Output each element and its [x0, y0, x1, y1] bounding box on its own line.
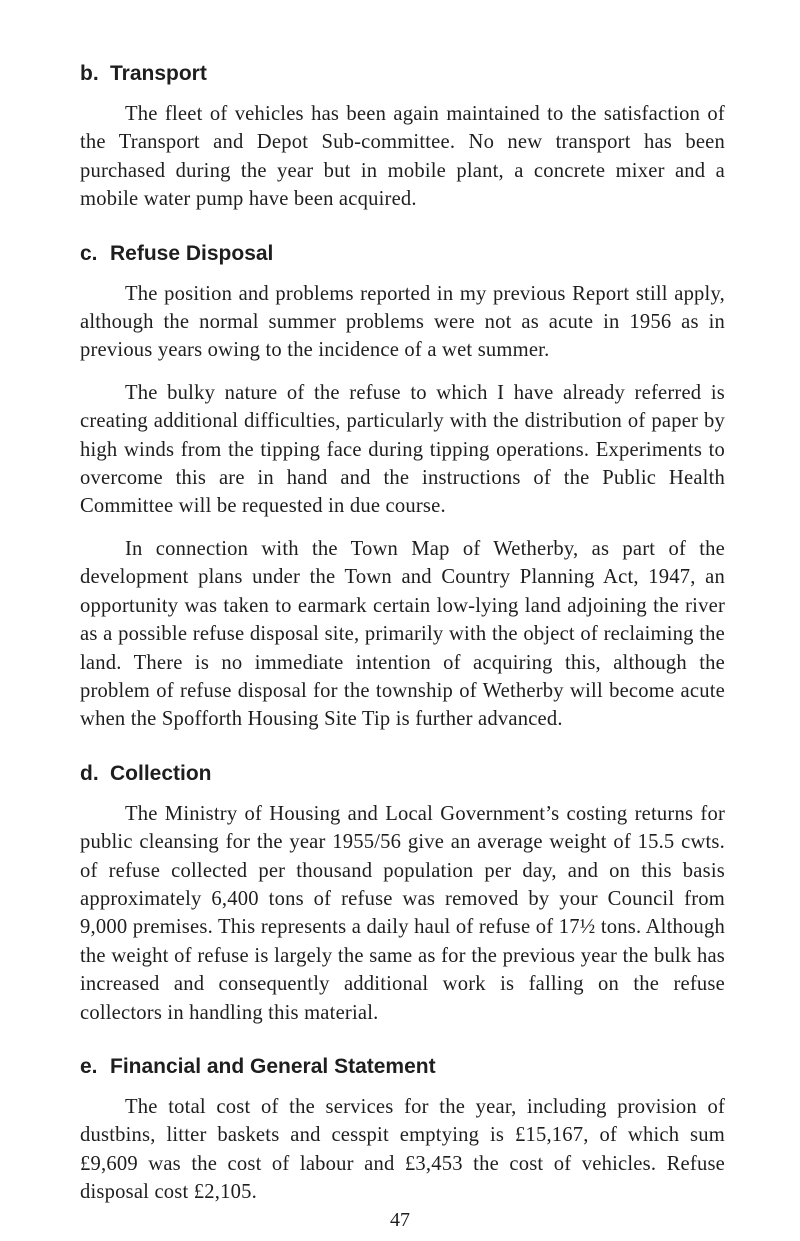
section-title: Collection	[110, 761, 212, 785]
section-refuse-disposal	[80, 240, 725, 734]
section-title: Financial and General Statement	[110, 1054, 436, 1078]
paragraph: The fleet of vehicles has been again maintained to the satisfaction of the Transport and Depot Sub-committee. No new transport has been purchased during the year but in mobile plant, a concrete mixer and a mobile water pump have been acquired.	[80, 103, 725, 211]
section-title: Transport	[110, 62, 207, 85]
section-letter: d.	[80, 761, 99, 785]
section-financial-statement	[80, 1053, 725, 1207]
section-collection	[80, 760, 725, 1027]
section-heading	[80, 1053, 725, 1081]
section-heading	[80, 240, 725, 268]
section-letter: c.	[80, 241, 98, 265]
paragraph: The bulky nature of the refuse to which I have already referred is creating additional difficulties, particularly with the distribution of paper by high winds from the tipping face during tipping operations. Experiments to overcome this are in hand and the instructions of the Public Health Committee will be requested in due course.	[80, 381, 725, 518]
paragraph: In connection with the Town Map of Wetherby, as part of the development plans under the Town and Country Planning Act, 1947, an opportunity was taken to earmark certain low-lying land adjoining the river as a possible refuse disposal site, primarily with the object of reclaiming the land. There is no immediate intention of acquiring this, although the problem of refuse disposal for the township of Wetherby will become acute when the Spofforth Housing Site Tip is further advanced.	[80, 537, 725, 731]
section-letter: b.	[80, 62, 99, 85]
report-page	[80, 60, 725, 1233]
section-heading	[80, 60, 725, 88]
paragraph: The position and problems reported in my previous Report still apply, although the normal summer problems were not as acute in 1956 as in previous years owing to the incidence of a wet summer.	[80, 282, 725, 362]
paragraph: The total cost of the services for the year, including provision of dustbins, litter baskets and cesspit emptying is £15,167, of which sum £9,609 was the cost of labour and £3,453 the cost of vehicles. Refuse disposal cost £2,105.	[80, 1095, 725, 1204]
section-transport	[80, 60, 725, 214]
section-letter: e.	[80, 1054, 98, 1078]
page-number: 47	[390, 1209, 410, 1231]
section-title: Refuse Disposal	[110, 241, 274, 265]
section-heading	[80, 760, 725, 788]
paragraph: The Ministry of Housing and Local Government’s costing returns for public cleansing for the year 1955/56 give an average weight of 15.5 cwts. of refuse collected per thousand population per day, and on this basis approximately 6,400 tons of refuse was removed by your Council from 9,000 premises. This represents a daily haul of refuse of 17½ tons. Although the weight of refuse is largely the same as for the previous year the bulk has increased and consequently additional work is falling on the refuse collectors in handling this material.	[80, 802, 725, 1024]
